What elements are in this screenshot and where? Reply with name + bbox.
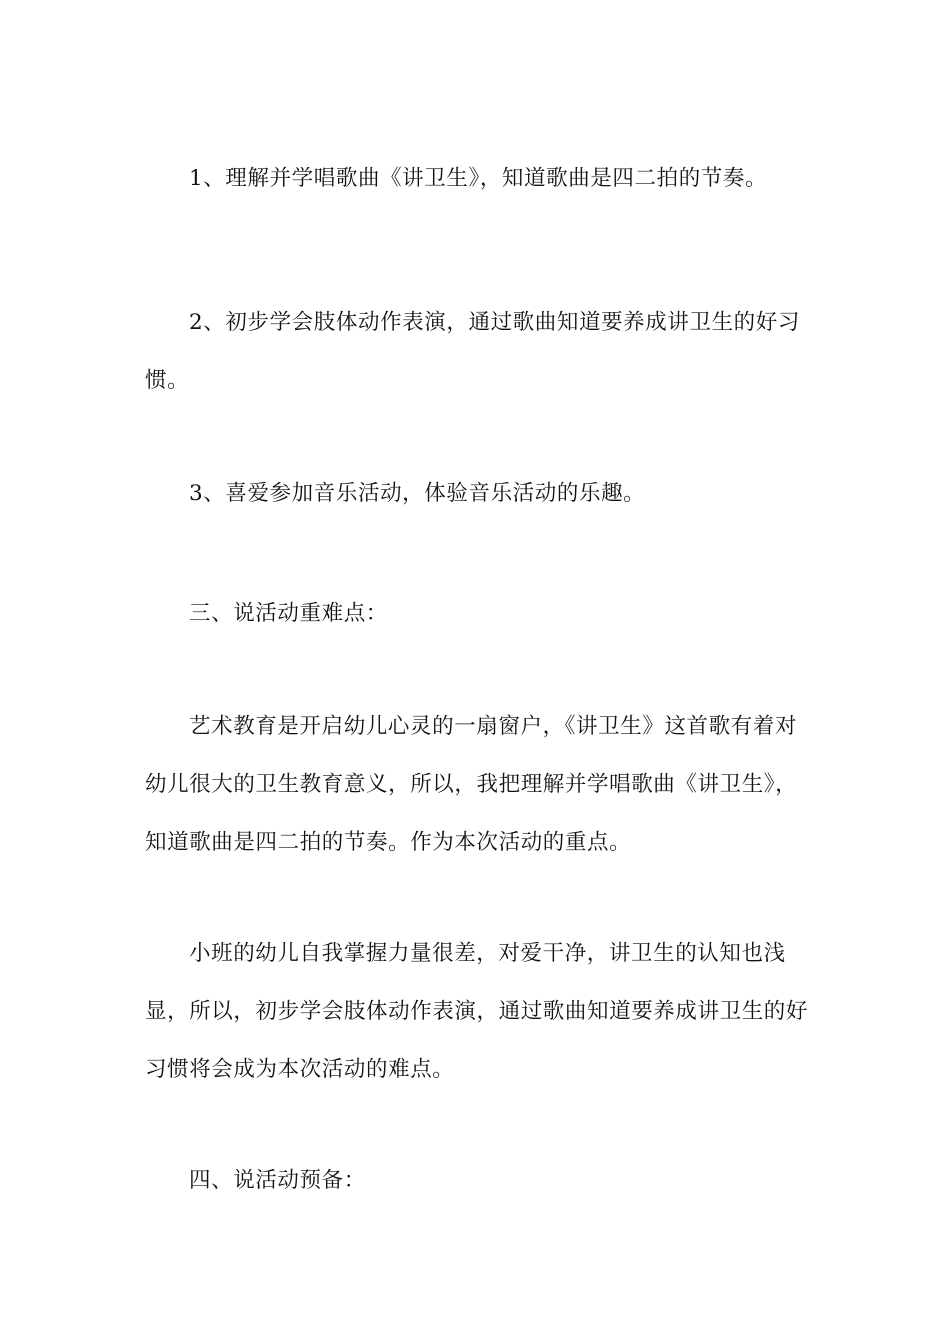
section-heading-key-points: 三、说活动重难点： [189, 601, 388, 626]
key-point-paragraph: 艺术教育是开启幼儿心灵的一扇窗户，《讲卫生》这首歌有着对幼儿很大的卫生教育意义，所以，我把理解并学唱歌曲《讲卫生》，知道歌曲是四二拍的节奏。作为本次活动的重点。 [145, 714, 798, 855]
difficulty-paragraph: 小班的幼儿自我掌握力量很差，对爱干净，讲卫生的认知也浅显，所以，初步学会肢体动作表演，通过歌曲知道要养成讲卫生的好习惯将会成为本次活动的难点。 [145, 941, 809, 1082]
section-heading-preparation: 四、说活动预备： [189, 1168, 366, 1193]
goal-item-2: 2、初步学会肢体动作表演，通过歌曲知道要养成讲卫生的好习惯。 [145, 310, 800, 393]
goal-item-3: 3、喜爱参加音乐活动，体验音乐活动的乐趣。 [189, 481, 646, 506]
goal-item-1: 1、理解并学唱歌曲《讲卫生》，知道歌曲是四二拍的节奏。 [189, 166, 768, 191]
